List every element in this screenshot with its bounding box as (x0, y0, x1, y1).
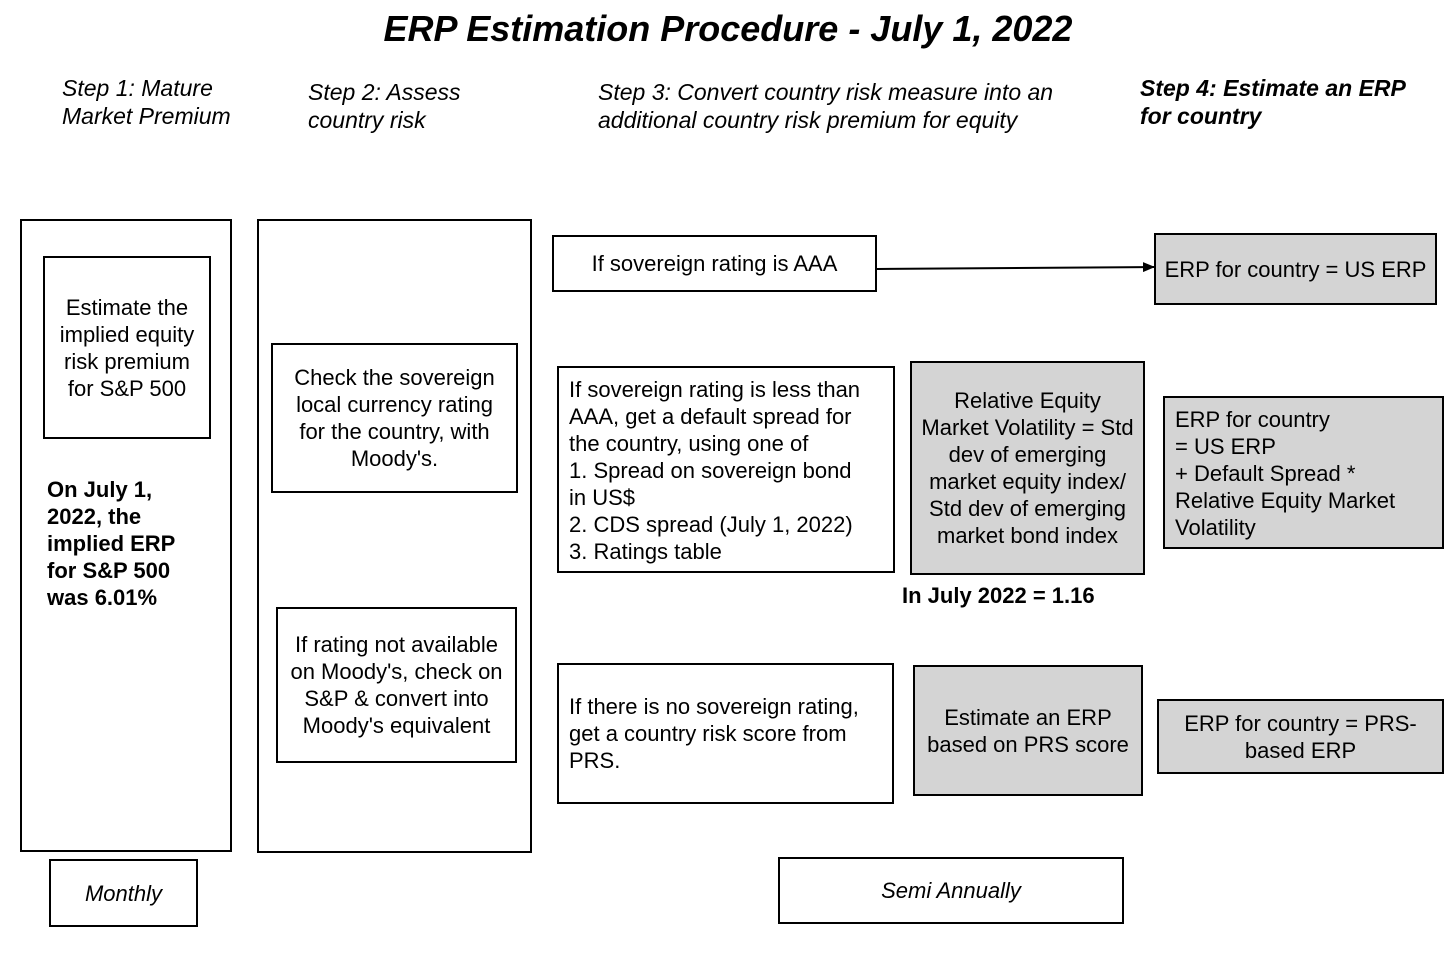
moodys-rating-text: Check the sovereign local currency rating for the country, with Moody's. (294, 365, 495, 471)
aaa-to-us-erp-arrow (877, 267, 1154, 269)
aaa-rating-box (552, 235, 877, 292)
us-erp-text: ERP for country = US ERP (1164, 256, 1427, 282)
step-2-heading: Step 2: Assess country risk (308, 79, 461, 133)
monthly-frequency-label: Monthly (84, 880, 163, 906)
volatility-value-note: In July 2022 = 1.16 (902, 583, 1095, 608)
default-spread-erp-box: ERP for country = US ERP + Default Spread * Relative Equity Market Volatility (1163, 396, 1444, 549)
prs-based-erp-box (1157, 699, 1444, 774)
aaa-rating-text: If sovereign rating is AAA (591, 251, 838, 276)
sp-rating-text: If rating not available on Moody's, check on S&P & convert into Moody's equivalent (290, 632, 503, 738)
relative-volatility-text: Relative Equity Market Volatility = Std dev of emerging market equity index/ Std dev of emerging market bond index (921, 388, 1134, 548)
relative-volatility-box (910, 361, 1145, 575)
less-than-aaa-box: If sovereign rating is less than AAA, get a default spread for the country, using one of 1. Spread on sovereign bond in US$ 2. CDS spread (July 1, 2022) 3. Ratings table (557, 366, 895, 573)
sp-rating-box (276, 607, 517, 763)
moodys-rating-box (271, 343, 518, 493)
implied-erp-note: On July 1, 2022, the implied ERP for S&P 500 was 6.01% (47, 477, 176, 610)
us-erp-box (1154, 233, 1437, 305)
step-4-heading: Step 4: Estimate an ERP for country (1140, 75, 1406, 129)
step-1-heading: Step 1: Mature Market Premium (62, 75, 231, 129)
implied-erp-box (43, 256, 211, 439)
prs-erp-estimate-text: Estimate an ERP based on PRS score (927, 704, 1129, 757)
semi-annually-frequency-box (778, 857, 1124, 924)
monthly-frequency-box (49, 859, 198, 927)
step-3-heading: Step 3: Convert country risk measure into an additional country risk premium for equity (598, 79, 1054, 133)
prs-based-erp-text: ERP for country = PRS-based ERP (1184, 710, 1417, 763)
page-title: ERP Estimation Procedure - July 1, 2022 (383, 8, 1073, 49)
prs-erp-estimate-box (913, 665, 1143, 796)
implied-erp-box-text: Estimate the implied equity risk premium for S&P 500 (59, 294, 195, 401)
semi-annually-frequency-label: Semi Annually (881, 878, 1021, 903)
no-rating-box: If there is no sovereign rating, get a country risk score from PRS. (557, 663, 894, 804)
